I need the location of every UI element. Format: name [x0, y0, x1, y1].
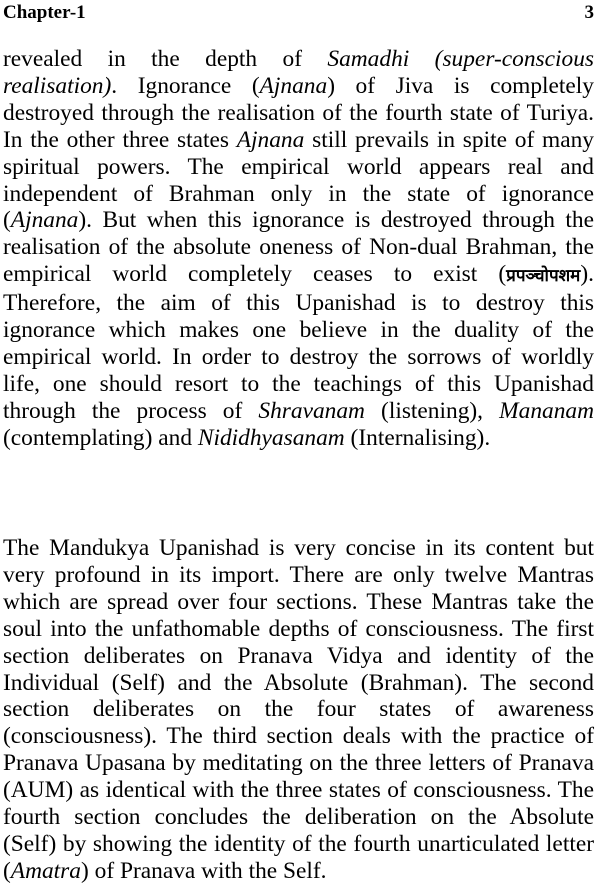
italic-term: Ajnana — [236, 126, 305, 153]
text-span: ). But when this ignorance is destroyed through the realisation of the absolute oneness of Non-dual Brahman, the empirical world completely ceases to exist ( — [3, 207, 594, 288]
paragraph-2 — [3, 535, 594, 885]
devanagari-term: प्रपञ्चोपशम — [506, 266, 581, 287]
italic-term: Nididhyasanam — [197, 424, 345, 451]
italic-term: Ajnana — [259, 72, 328, 99]
text-span: ) of Jiva is completely destroyed through the realisation of the fourth state of Turiya. In the other three states — [3, 72, 594, 153]
text-span: (Internalising). — [344, 424, 491, 451]
italic-term: Samadhi (super-conscious realisation) — [3, 46, 594, 99]
italic-term: Shravanam — [258, 397, 365, 424]
italic-term: Mananam — [499, 397, 594, 424]
text-span: ). Therefore, the aim of this Upanishad is to destroy this ignorance which makes one believe in the duality of the empirical world. In order to destroy the sorrows of worldly life, one should resort to the teachings of this Upanishad through the process of — [3, 261, 594, 424]
page-header — [3, 0, 594, 26]
italic-term: Ajnana — [10, 207, 79, 234]
text-span: revealed in the depth of — [3, 46, 328, 72]
text-span: still prevails in spite of many spiritual powers. The empirical world appears real and independent of Brahman only in the state of ignorance ( — [3, 126, 594, 234]
page-number: 3 — [584, 2, 594, 23]
text-span: (listening), — [364, 397, 500, 424]
text-span: The Mandukya Upanishad is very concise in its content but very profound in its import. There are only twelve Mantras which are spread over four sections. These Mantras take the soul into the unfathomable depths of consciousness. The first section deliberates on Pranava Vidya and identity of the Individual (Self) and the Absolute (Brahman). The second section deliberates on the four states of awareness (consciousness). The third section deals with the practice of Pranava Upasana by meditating on the three letters of Pranava (AUM) as identical with the three states of consciousness. The fourth section concludes the deliberation on the Absolute (Self) by showing the identity of the fourth unarticulated letter ( — [3, 535, 594, 884]
text-span: . Ignorance ( — [111, 72, 260, 99]
italic-term: Amatra — [10, 857, 81, 884]
text-span: ) of Pranava with the Self. — [80, 857, 327, 884]
chapter-label: Chapter-1 — [3, 2, 86, 23]
text-span: (contemplating) and — [3, 424, 198, 451]
paragraph-1 — [3, 46, 594, 452]
